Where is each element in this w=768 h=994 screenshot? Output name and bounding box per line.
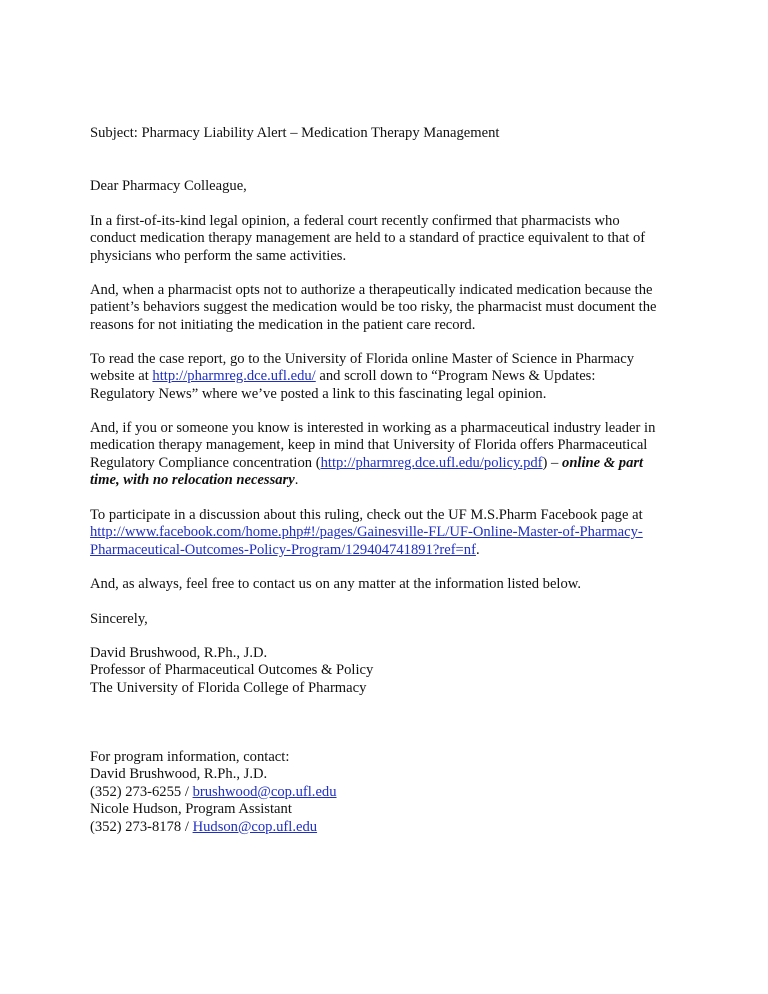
paragraph-3-line-1: To read the case report, go to the University of Florida online Master of Science in Pharmacy xyxy=(90,351,635,367)
paragraph-4-line-1: And, if you or someone you know is interested in working as a pharmaceutical industry leader in xyxy=(90,420,656,436)
paragraph-5-line-2 xyxy=(90,524,690,541)
paragraph-4-line-4-post: . xyxy=(294,472,299,489)
paragraph-4-line-3-pre: Regulatory Compliance concentration ( xyxy=(90,454,321,471)
paragraph-4-line-4 xyxy=(90,472,690,489)
paragraph-4-line-3-post: ) – xyxy=(542,454,563,471)
paragraph-4-line-2: medication therapy management, keep in mind that University of Florida offers Pharmaceutical xyxy=(90,437,648,454)
signature-name: David Brushwood, R.Ph., J.D. xyxy=(90,645,268,661)
contact-person-2-line xyxy=(90,819,690,836)
paragraph-2-line-3: reasons for not initiating the medication in the patient care record. xyxy=(90,316,476,333)
salutation-text: Dear Pharmacy Colleague, xyxy=(90,178,247,194)
paragraph-3-line-3: Regulatory News” where we’ve posted a link to this fascinating legal opinion. xyxy=(90,385,547,402)
paragraph-4-emphasis-2: time, with no relocation necessary xyxy=(90,472,295,489)
subject-line xyxy=(90,125,690,142)
paragraph-6-text: And, as always, feel free to contact us on any matter at the information listed below. xyxy=(90,576,582,592)
contact-person-2-phone: (352) 273-8178 / xyxy=(90,818,193,835)
paragraph-3-line-2-pre: website at xyxy=(90,368,153,385)
paragraph-1-line-1: In a first-of-its-kind legal opinion, a federal court recently confirmed that pharmacists who xyxy=(90,213,620,229)
closing xyxy=(90,611,690,628)
contact-heading: For program information, contact: xyxy=(90,749,290,765)
paragraph-5 xyxy=(90,507,690,559)
facebook-link-part-1[interactable]: http://www.facebook.com/home.php#!/pages/Gainesville-FL/UF-Online-Master-of-Pharmacy- xyxy=(90,524,643,541)
contact-person-1-name: David Brushwood, R.Ph., J.D. xyxy=(90,766,268,783)
paragraph-4-emphasis-1: online & part xyxy=(562,454,644,471)
salutation xyxy=(90,178,690,195)
paragraph-3-line-2-post: and scroll down to “Program News & Updates: xyxy=(315,368,596,385)
contact-person-1-line xyxy=(90,784,690,801)
contact-person-2-name: Nicole Hudson, Program Assistant xyxy=(90,801,292,818)
paragraph-2-line-1: And, when a pharmacist opts not to authorize a therapeutically indicated medication because the xyxy=(90,282,653,298)
signature-title: Professor of Pharmaceutical Outcomes & Policy xyxy=(90,662,374,679)
paragraph-6 xyxy=(90,576,690,593)
paragraph-1-line-2: conduct medication therapy management are held to a standard of practice equivalent to that of xyxy=(90,230,646,247)
paragraph-1-line-3: physicians who perform the same activities. xyxy=(90,247,347,264)
paragraph-3-line-2 xyxy=(90,368,690,385)
paragraph-3 xyxy=(90,351,690,403)
paragraph-2-line-2: patient’s behaviors suggest the medication would be too risky, the pharmacist must document the xyxy=(90,299,657,316)
signature-org: The University of Florida College of Pharmacy xyxy=(90,679,367,696)
contact-person-1-email-link[interactable]: brushwood@cop.ufl.edu xyxy=(192,783,337,800)
paragraph-1 xyxy=(90,213,690,265)
paragraph-2 xyxy=(90,282,690,334)
policy-pdf-link[interactable]: http://pharmreg.dce.ufl.edu/policy.pdf xyxy=(320,454,543,471)
contact-person-2-email-link[interactable]: Hudson@cop.ufl.edu xyxy=(192,818,318,835)
subject-text: Subject: Pharmacy Liability Alert – Medication Therapy Management xyxy=(90,125,500,141)
program-website-link[interactable]: http://pharmreg.dce.ufl.edu/ xyxy=(152,368,316,385)
paragraph-4-line-3 xyxy=(90,455,690,472)
contact-block xyxy=(90,749,690,836)
paragraph-5-line-3 xyxy=(90,542,690,559)
paragraph-5-line-1: To participate in a discussion about this ruling, check out the UF M.S.Pharm Facebook page at xyxy=(90,507,643,523)
facebook-link-part-2[interactable]: Pharmaceutical-Outcomes-Policy-Program/129404741891?ref=nf xyxy=(90,541,476,558)
closing-text: Sincerely, xyxy=(90,611,148,627)
paragraph-4 xyxy=(90,420,690,490)
paragraph-5-line-3-post: . xyxy=(475,541,480,558)
contact-person-1-phone: (352) 273-6255 / xyxy=(90,783,193,800)
signature-block xyxy=(90,645,690,697)
